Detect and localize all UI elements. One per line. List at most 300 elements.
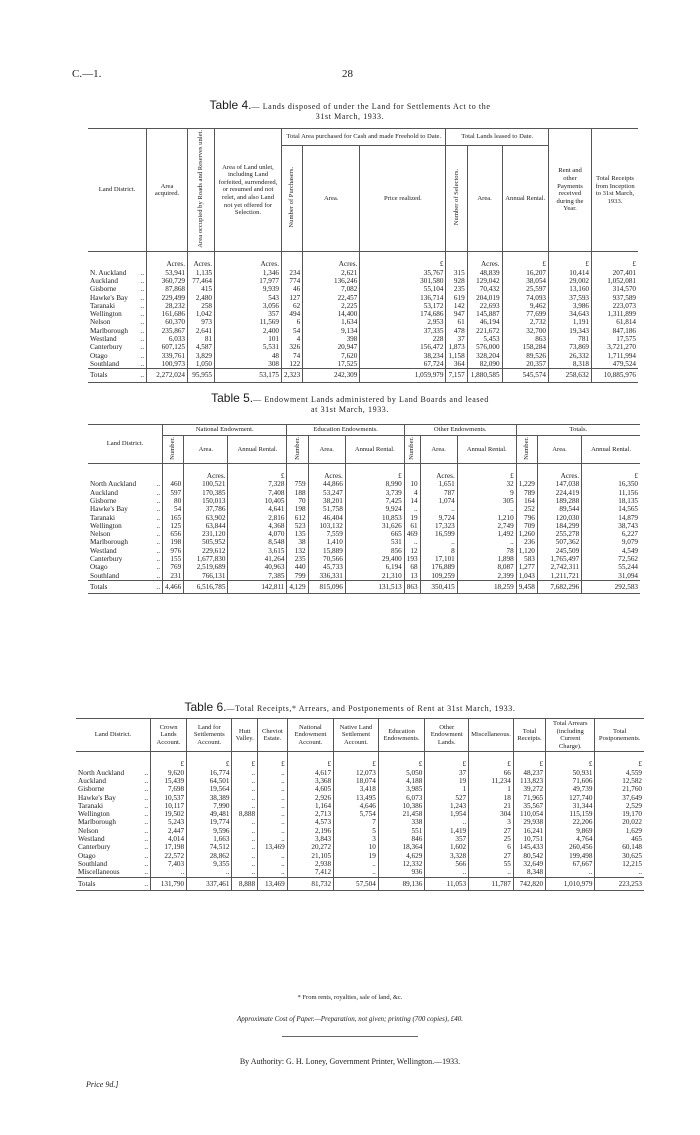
- total-cell: 863: [404, 580, 420, 593]
- table-row: [88, 360, 638, 369]
- value-cell: 5,050: [378, 769, 425, 777]
- value-cell: 63,844: [184, 522, 228, 530]
- value-cell: 976: [163, 547, 184, 555]
- footnote: * From rents, royalties, sale of land, &c.: [297, 994, 403, 1001]
- unit-cell: £: [151, 758, 187, 768]
- t5-h-area: Area.: [184, 435, 228, 464]
- value-cell: 100,521: [184, 480, 228, 488]
- value-cell: ..: [258, 777, 288, 785]
- value-cell: 100,973: [147, 360, 188, 369]
- value-cell: 9,620: [151, 769, 187, 777]
- unit-cell: £: [378, 758, 425, 768]
- value-cell: 2,196: [287, 827, 333, 835]
- value-cell: 415: [188, 285, 215, 293]
- value-cell: 2,953: [360, 318, 446, 326]
- value-cell: 26,332: [549, 352, 592, 360]
- value-cell: 101: [215, 335, 282, 343]
- value-cell: 3,739: [345, 489, 404, 497]
- district-name: Auckland ..: [88, 277, 147, 285]
- value-cell: 22,572: [151, 852, 187, 860]
- value-cell: 846: [378, 835, 425, 843]
- value-cell: 155: [163, 555, 184, 563]
- unit-cell: [88, 258, 147, 268]
- value-cell: 576,000: [467, 343, 502, 351]
- district-name: Otago ..: [76, 852, 151, 860]
- value-cell: 2,399: [457, 572, 516, 581]
- value-cell: 1,229: [516, 480, 537, 488]
- value-cell: 1,663: [187, 835, 232, 843]
- district-name: Marlborough ..: [88, 538, 163, 546]
- value-cell: 10,853: [345, 514, 404, 522]
- value-cell: 30,625: [595, 852, 644, 860]
- t5-h-rental: Annual Rental.: [457, 435, 516, 464]
- value-cell: 1,602: [425, 843, 469, 851]
- value-cell: ..: [232, 868, 258, 877]
- value-cell: 936: [378, 868, 425, 877]
- price: Price 9d.]: [86, 1080, 119, 1089]
- value-cell: 301,580: [360, 277, 446, 285]
- value-cell: 10,405: [228, 497, 287, 505]
- unit-cell: £: [334, 758, 379, 768]
- value-cell: 49,739: [546, 785, 595, 793]
- total-cell: 1,010,979: [546, 877, 595, 890]
- district-name: N. Auckland ..: [88, 269, 147, 277]
- table-row: [76, 818, 644, 826]
- value-cell: 360,729: [147, 277, 188, 285]
- value-cell: 80: [163, 497, 184, 505]
- table-row: [88, 505, 640, 513]
- value-cell: 67,724: [360, 360, 446, 369]
- t4-h-area: Area.: [303, 146, 360, 252]
- value-cell: 12,073: [334, 769, 379, 777]
- t4-h-roads: Area occupied by Roads and Reserves unlet.: [188, 129, 215, 252]
- value-cell: 82,090: [467, 360, 502, 369]
- total-cell: 4,466: [163, 580, 184, 593]
- value-cell: 338: [378, 818, 425, 826]
- value-cell: 3,328: [425, 852, 469, 860]
- value-cell: ..: [457, 538, 516, 546]
- value-cell: ..: [232, 827, 258, 835]
- value-cell: 48: [215, 352, 282, 360]
- value-cell: 20,022: [595, 818, 644, 826]
- value-cell: 4,764: [546, 835, 595, 843]
- value-cell: 9,869: [546, 827, 595, 835]
- table4: [88, 128, 638, 383]
- total-cell: 18,259: [457, 580, 516, 593]
- value-cell: 70,566: [308, 555, 345, 563]
- value-cell: 115,159: [546, 810, 595, 818]
- unit-cell: £: [457, 470, 516, 480]
- value-cell: 20,947: [303, 343, 360, 351]
- value-cell: 8,087: [457, 563, 516, 571]
- table4-caption: Table 4.— Lands disposed of under the Land for Settlements Act to the 31st March, 1933.: [209, 98, 491, 121]
- value-cell: 32,700: [502, 327, 548, 335]
- table-row: [88, 310, 638, 318]
- total-cell: 81,732: [287, 877, 333, 890]
- value-cell: 1: [469, 785, 514, 793]
- value-cell: 77,699: [502, 310, 548, 318]
- value-cell: 13: [404, 572, 420, 581]
- value-cell: 460: [163, 480, 184, 488]
- district-name: Southland ..: [88, 360, 147, 369]
- table-row: [76, 868, 644, 877]
- value-cell: 161,686: [147, 310, 188, 318]
- value-cell: 2,816: [228, 514, 287, 522]
- value-cell: 7,412: [287, 868, 333, 877]
- value-cell: 13,160: [549, 285, 592, 293]
- value-cell: 12,332: [378, 860, 425, 868]
- total-cell: 131,513: [345, 580, 404, 593]
- value-cell: 15,889: [308, 547, 345, 555]
- value-cell: 19: [334, 852, 379, 860]
- value-cell: 229,499: [147, 294, 188, 302]
- divider: [282, 1036, 418, 1037]
- unit-cell: £: [360, 258, 446, 268]
- value-cell: ..: [232, 818, 258, 826]
- unit-cell: [516, 470, 537, 480]
- district-name: Auckland ..: [76, 777, 151, 785]
- value-cell: 50,931: [546, 769, 595, 777]
- total-cell: 545,574: [502, 369, 548, 382]
- value-cell: ..: [258, 794, 288, 802]
- value-cell: 29,400: [345, 555, 404, 563]
- table-row: [88, 294, 638, 302]
- value-cell: 17,323: [420, 522, 457, 530]
- district-name: North Auckland ..: [76, 769, 151, 777]
- total-cell: 11,053: [425, 877, 469, 890]
- value-cell: ..: [457, 505, 516, 513]
- value-cell: 1,898: [457, 555, 516, 563]
- unit-cell: £: [502, 258, 548, 268]
- value-cell: 34,643: [549, 310, 592, 318]
- value-cell: 1,043: [516, 572, 537, 581]
- value-cell: ..: [258, 868, 288, 877]
- value-cell: 6: [282, 318, 303, 326]
- value-cell: 32,649: [513, 860, 545, 868]
- table-row: [88, 538, 640, 546]
- value-cell: 19,170: [595, 810, 644, 818]
- value-cell: 4: [282, 335, 303, 343]
- district-name: Westland ..: [88, 335, 147, 343]
- totals-label: Totals ..: [76, 877, 151, 890]
- t4-h-freehold: Total Area purchased for Cash and made Freehold to Date.: [282, 129, 446, 146]
- value-cell: 6: [469, 843, 514, 851]
- value-cell: 7,082: [303, 285, 360, 293]
- value-cell: 109,259: [420, 572, 457, 581]
- unit-cell: Acres.: [467, 258, 502, 268]
- value-cell: 507,362: [537, 538, 581, 546]
- value-cell: 189,288: [537, 497, 581, 505]
- table-row: [76, 802, 644, 810]
- t4-h-leased: Total Lands leased to Date.: [446, 129, 549, 146]
- table-row: [76, 794, 644, 802]
- value-cell: 1,050: [188, 360, 215, 369]
- value-cell: 3,418: [334, 785, 379, 793]
- value-cell: 16,599: [420, 530, 457, 538]
- value-cell: 22,693: [467, 302, 502, 310]
- value-cell: 164: [516, 497, 537, 505]
- district-name: Southland ..: [88, 572, 163, 581]
- value-cell: 4,188: [378, 777, 425, 785]
- t5-h-totals: Totals.: [516, 425, 640, 436]
- value-cell: 314,570: [592, 285, 639, 293]
- value-cell: 1,651: [420, 480, 457, 488]
- value-cell: 63,902: [184, 514, 228, 522]
- value-cell: 10: [404, 480, 420, 488]
- value-cell: 38,201: [308, 497, 345, 505]
- total-cell: 350,415: [420, 580, 457, 593]
- value-cell: 31,626: [345, 522, 404, 530]
- value-cell: ..: [258, 802, 288, 810]
- value-cell: 6,033: [147, 335, 188, 343]
- value-cell: 527: [425, 794, 469, 802]
- value-cell: 465: [595, 835, 644, 843]
- value-cell: ..: [334, 860, 379, 868]
- value-cell: 781: [549, 335, 592, 343]
- value-cell: 3: [469, 818, 514, 826]
- district-name: Miscellaneous ..: [76, 868, 151, 877]
- value-cell: 45,733: [308, 563, 345, 571]
- value-cell: ..: [258, 860, 288, 868]
- table-row: [88, 285, 638, 293]
- value-cell: 336,331: [308, 572, 345, 581]
- value-cell: 5,453: [467, 335, 502, 343]
- value-cell: 7,698: [151, 785, 187, 793]
- value-cell: 22,457: [303, 294, 360, 302]
- value-cell: 928: [446, 277, 467, 285]
- value-cell: 193: [404, 555, 420, 563]
- unit-cell: [446, 258, 467, 268]
- table-row: [76, 777, 644, 785]
- value-cell: 10: [334, 843, 379, 851]
- value-cell: 9,596: [187, 827, 232, 835]
- table-row: [76, 785, 644, 793]
- district-name: Hawke's Bay ..: [88, 505, 163, 513]
- district-name: Gisborne ..: [88, 285, 147, 293]
- t4-h-price: Price realized.: [360, 146, 446, 252]
- value-cell: 9,724: [420, 514, 457, 522]
- value-cell: 2,749: [457, 522, 516, 530]
- value-cell: 3,986: [549, 302, 592, 310]
- table-row: [88, 335, 638, 343]
- value-cell: 1,120: [516, 547, 537, 555]
- t5-h-education: Education Endowments.: [287, 425, 404, 436]
- value-cell: 5,754: [334, 810, 379, 818]
- value-cell: 1,164: [287, 802, 333, 810]
- total-cell: 142,811: [228, 580, 287, 593]
- value-cell: 1: [425, 785, 469, 793]
- table-row: [76, 843, 644, 851]
- total-cell: 131,790: [151, 877, 187, 890]
- district-name: Gisborne ..: [88, 497, 163, 505]
- value-cell: 21,458: [378, 810, 425, 818]
- value-cell: 31,094: [582, 572, 640, 581]
- value-cell: 2,529: [595, 802, 644, 810]
- value-cell: ..: [232, 843, 258, 851]
- table-row: [88, 277, 638, 285]
- t6-h-misc: Miscellaneous.: [469, 719, 514, 752]
- district-name: Nelson ..: [76, 827, 151, 835]
- value-cell: 769: [163, 563, 184, 571]
- value-cell: 2,400: [215, 327, 282, 335]
- value-cell: 479,524: [592, 360, 639, 369]
- value-cell: 48,237: [513, 769, 545, 777]
- value-cell: 6,194: [345, 563, 404, 571]
- value-cell: ..: [404, 505, 420, 513]
- value-cell: 607,125: [147, 343, 188, 351]
- value-cell: 2,480: [188, 294, 215, 302]
- value-cell: 73,869: [549, 343, 592, 351]
- table-row: [76, 827, 644, 835]
- value-cell: 27: [469, 827, 514, 835]
- value-cell: 170,385: [184, 489, 228, 497]
- district-name: Wellington ..: [76, 810, 151, 818]
- table-row: [88, 352, 638, 360]
- value-cell: 1,042: [188, 310, 215, 318]
- value-cell: 89,544: [537, 505, 581, 513]
- value-cell: 328,204: [467, 352, 502, 360]
- value-cell: ..: [187, 868, 232, 877]
- value-cell: 523: [287, 522, 308, 530]
- value-cell: 9,462: [502, 302, 548, 310]
- value-cell: 38,054: [502, 277, 548, 285]
- value-cell: 1,677,830: [184, 555, 228, 563]
- t6-h-native: Native Land Settlement Account.: [334, 719, 379, 752]
- value-cell: 8: [420, 547, 457, 555]
- district-name: Marlborough ..: [88, 327, 147, 335]
- value-cell: 2,641: [188, 327, 215, 335]
- value-cell: 2,713: [287, 810, 333, 818]
- value-cell: 7,990: [187, 802, 232, 810]
- value-cell: 49,481: [187, 810, 232, 818]
- t6-h-cheviot: Cheviot Estate.: [258, 719, 288, 752]
- value-cell: 87,868: [147, 285, 188, 293]
- total-cell: 815,096: [308, 580, 345, 593]
- value-cell: 1,311,899: [592, 310, 639, 318]
- value-cell: 315: [446, 269, 467, 277]
- value-cell: 494: [282, 310, 303, 318]
- table-row: [88, 497, 640, 505]
- value-cell: 1,492: [457, 530, 516, 538]
- unit-cell: [163, 470, 184, 480]
- value-cell: 796: [516, 514, 537, 522]
- value-cell: 15,439: [151, 777, 187, 785]
- value-cell: 847,186: [592, 327, 639, 335]
- value-cell: ..: [258, 818, 288, 826]
- t4-h-lease-area: Area.: [467, 146, 502, 252]
- value-cell: 113,823: [513, 777, 545, 785]
- value-cell: 2,938: [287, 860, 333, 868]
- value-cell: 1,346: [215, 269, 282, 277]
- total-cell: 1,880,585: [467, 369, 502, 382]
- unit-cell: Acres.: [537, 470, 581, 480]
- value-cell: 38,389: [187, 794, 232, 802]
- value-cell: 4,368: [228, 522, 287, 530]
- total-cell: 242,309: [303, 369, 360, 382]
- value-cell: 44,866: [308, 480, 345, 488]
- totals-row: [76, 877, 644, 890]
- value-cell: 4,559: [595, 769, 644, 777]
- value-cell: 81: [188, 335, 215, 343]
- value-cell: 120,030: [537, 514, 581, 522]
- value-cell: 3,985: [378, 785, 425, 793]
- value-cell: 7,385: [228, 572, 287, 581]
- value-cell: 18: [469, 794, 514, 802]
- value-cell: 9,355: [187, 860, 232, 868]
- value-cell: 17,198: [151, 843, 187, 851]
- table-row: [88, 555, 640, 563]
- value-cell: 9,939: [215, 285, 282, 293]
- value-cell: 619: [446, 294, 467, 302]
- value-cell: 235: [446, 285, 467, 293]
- value-cell: 21,105: [287, 852, 333, 860]
- unit-cell: £: [582, 470, 640, 480]
- value-cell: 74,093: [502, 294, 548, 302]
- value-cell: 10,386: [378, 802, 425, 810]
- value-cell: 4,629: [378, 852, 425, 860]
- t6-h-education: Education Endowments.: [378, 719, 425, 752]
- table5: [88, 424, 640, 594]
- value-cell: 3,615: [228, 547, 287, 555]
- table6-caption: Table 6.—Total Receipts,* Arrears, and Postponements of Rent at 31st March, 1933.: [184, 700, 516, 714]
- value-cell: 1,211,721: [537, 572, 581, 581]
- total-cell: 7,157: [446, 369, 467, 382]
- value-cell: 35,767: [360, 269, 446, 277]
- value-cell: 10,117: [151, 802, 187, 810]
- value-cell: 156,472: [360, 343, 446, 351]
- value-cell: 4,014: [151, 835, 187, 843]
- t5-h-rental: Annual Rental.: [228, 435, 287, 464]
- value-cell: 14,400: [303, 310, 360, 318]
- value-cell: 937,589: [592, 294, 639, 302]
- unit-cell: £: [513, 758, 545, 768]
- district-name: Taranaki ..: [88, 302, 147, 310]
- total-cell: 57,504: [334, 877, 379, 890]
- value-cell: 6,227: [582, 530, 640, 538]
- table-row: [88, 514, 640, 522]
- value-cell: 17,977: [215, 277, 282, 285]
- value-cell: 1,634: [303, 318, 360, 326]
- value-cell: 2,225: [303, 302, 360, 310]
- value-cell: 665: [345, 530, 404, 538]
- district-name: Otago ..: [88, 563, 163, 571]
- value-cell: 22,206: [546, 818, 595, 826]
- value-cell: 709: [516, 522, 537, 530]
- unit-cell: [282, 258, 303, 268]
- value-cell: 19,502: [151, 810, 187, 818]
- t5-h-number: Number.: [516, 435, 537, 464]
- unit-cell: £: [187, 758, 232, 768]
- value-cell: 70,432: [467, 285, 502, 293]
- t6-h-national: National Endowment Account.: [287, 719, 333, 752]
- table-row: [88, 343, 638, 351]
- t4-h-purchasers: Number of Purchasers.: [282, 146, 303, 252]
- district-name: Auckland ..: [88, 489, 163, 497]
- unit-cell: Acres.: [308, 470, 345, 480]
- t6-h-district: Land District.: [76, 719, 151, 752]
- value-cell: 7,328: [228, 480, 287, 488]
- t4-h-unlet: Area of Land unlet, including Land forfeited, surrendered, or resumed and not relet, and also Land not yet offered for Selection.: [215, 129, 282, 252]
- table-row: [76, 835, 644, 843]
- value-cell: 72,562: [582, 555, 640, 563]
- value-cell: 176,889: [420, 563, 457, 571]
- total-cell: 9,458: [516, 580, 537, 593]
- value-cell: 135: [287, 530, 308, 538]
- value-cell: 304: [469, 810, 514, 818]
- value-cell: 54: [282, 327, 303, 335]
- value-cell: 505,952: [184, 538, 228, 546]
- value-cell: 11,569: [215, 318, 282, 326]
